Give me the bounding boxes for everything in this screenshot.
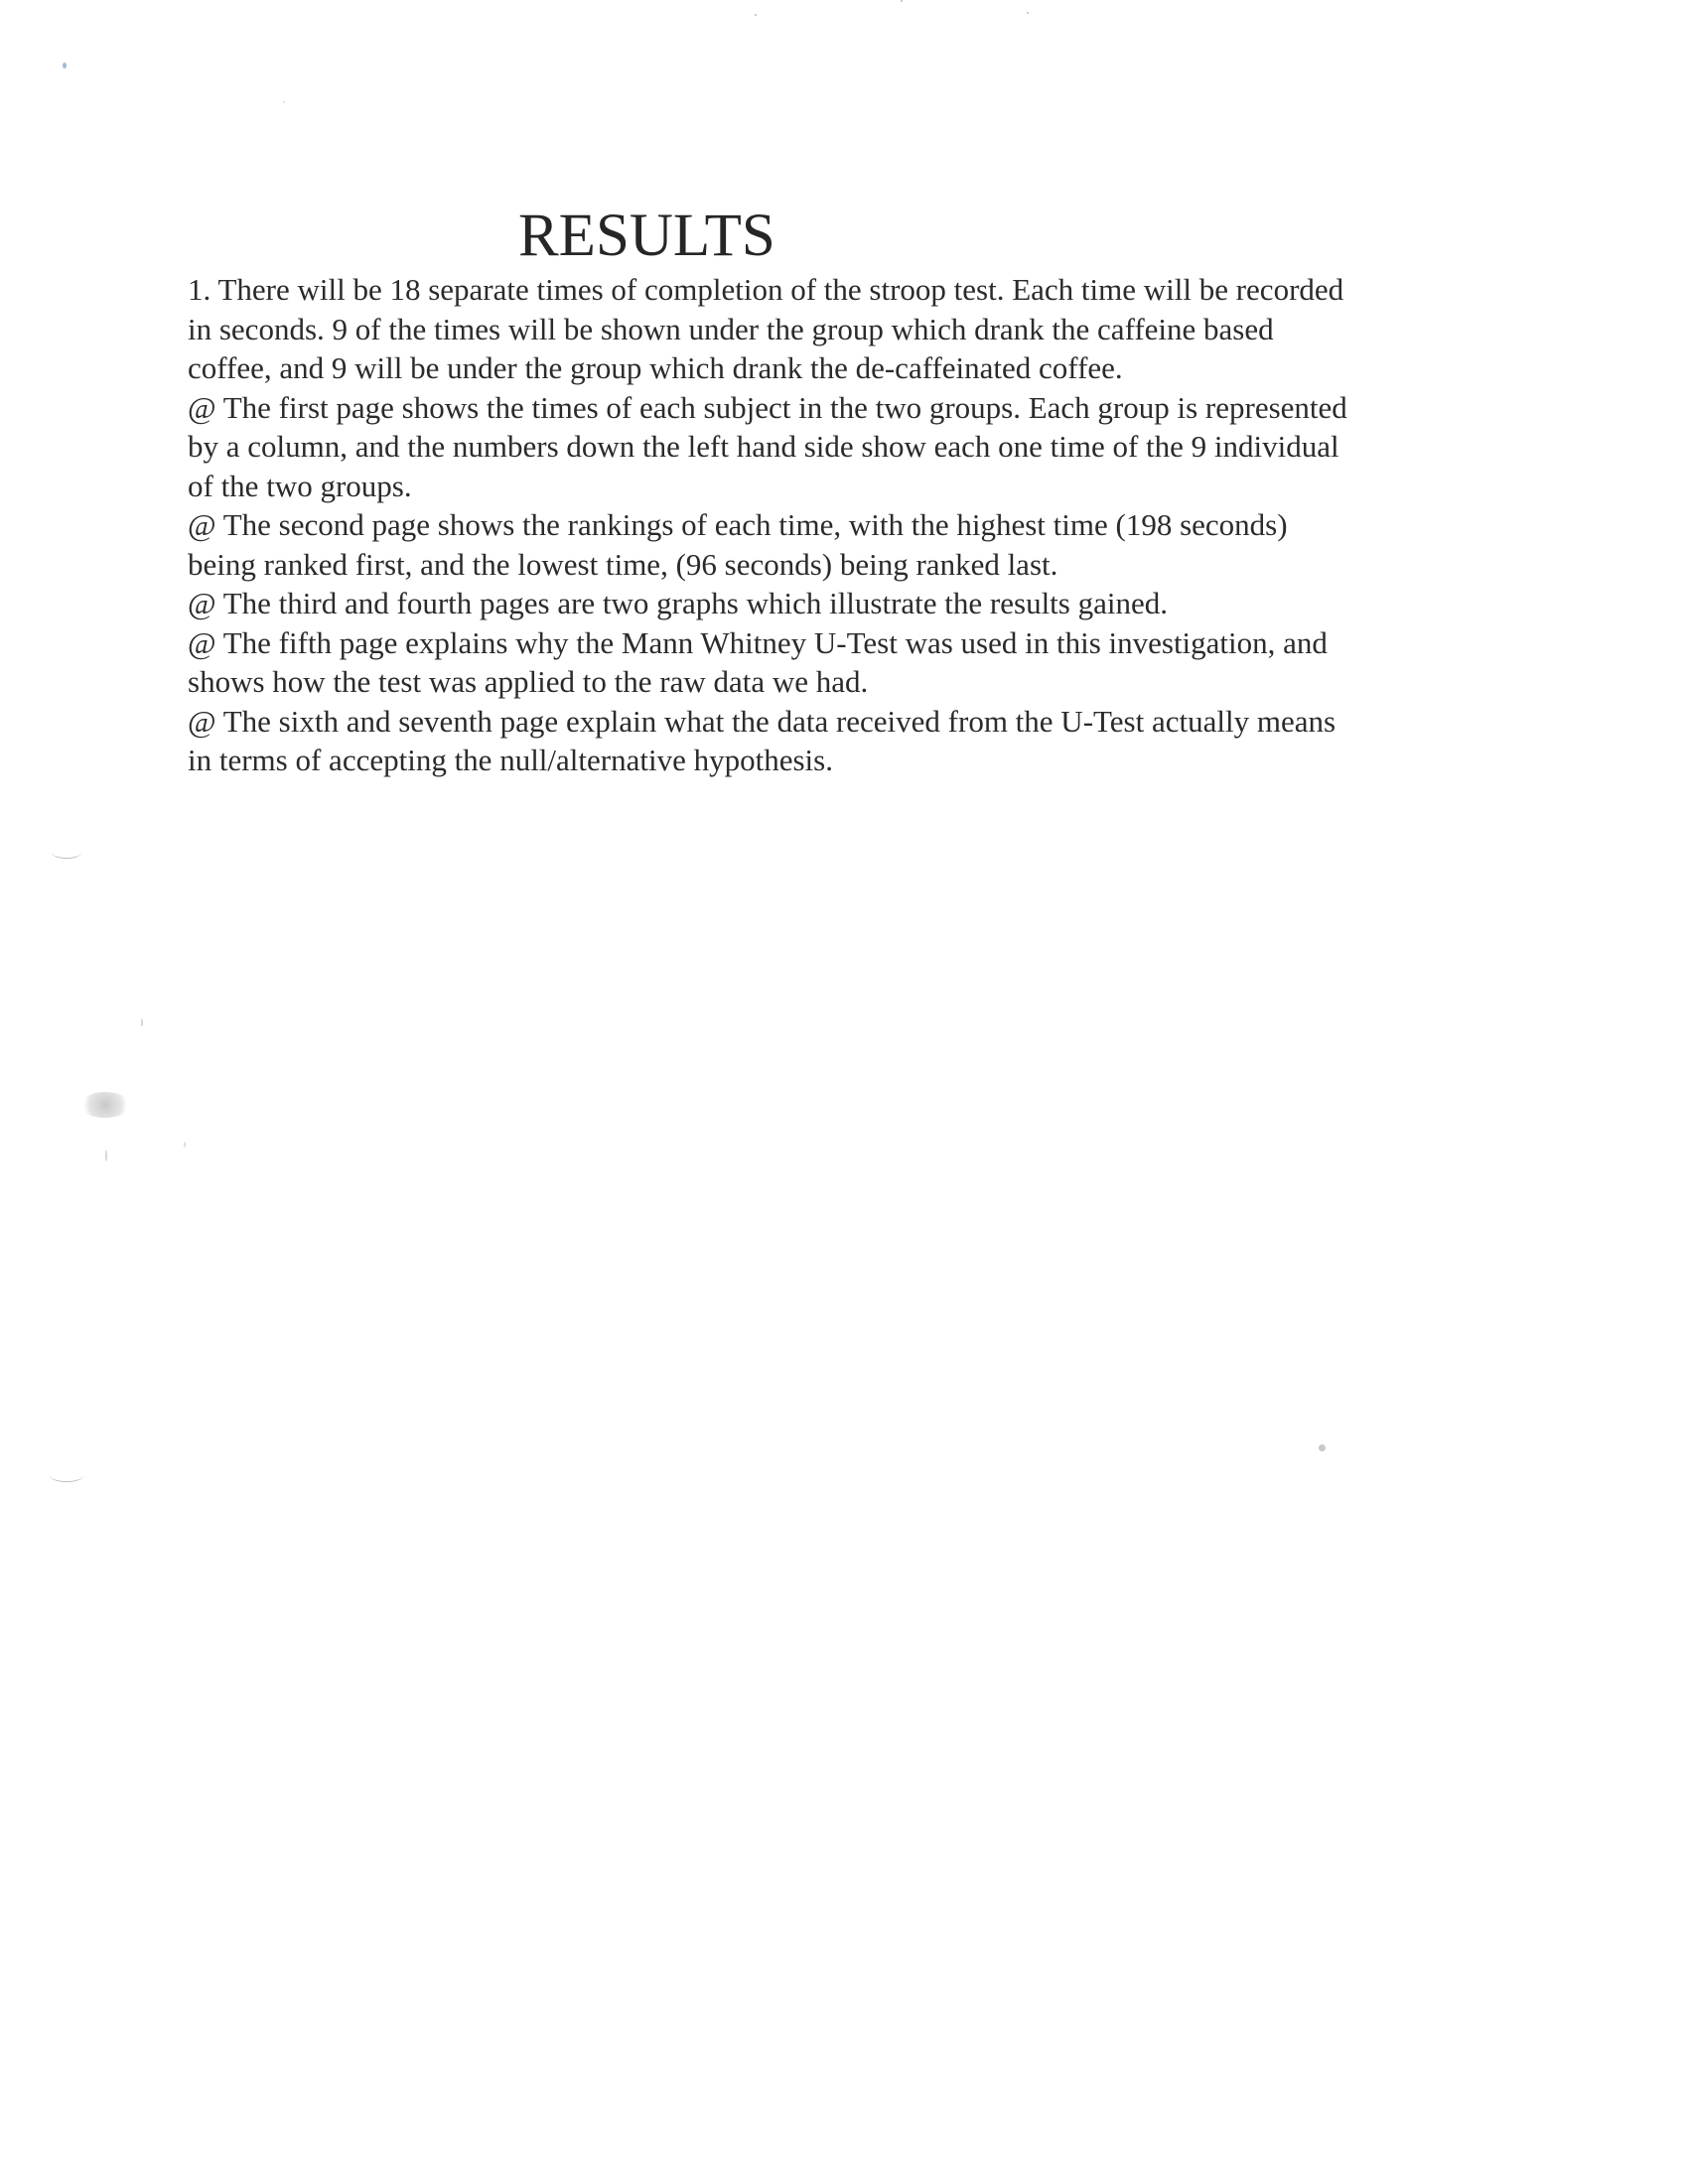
scan-mark xyxy=(50,1469,83,1482)
scan-speck xyxy=(63,63,67,68)
scan-mark xyxy=(52,846,81,859)
text-line: being ranked first, and the lowest time, (96 seconds) being ranked last. xyxy=(188,546,1058,582)
scan-speck xyxy=(184,1142,186,1148)
scan-speck xyxy=(105,1150,107,1161)
text-line: in seconds. 9 of the times will be shown under the group which drank the caffeine based xyxy=(188,311,1274,346)
text-line: @ The sixth and seventh page explain what the data received from the U-Test actually means xyxy=(188,703,1336,739)
text-line: shows how the test was applied to the raw data we had. xyxy=(188,664,869,699)
text-line: coffee, and 9 will be under the group which drank the de-caffeinated coffee. xyxy=(188,350,1123,385)
text-line: @ The third and fourth pages are two graphs which illustrate the results gained. xyxy=(188,586,1168,620)
text-line: 1. There will be 18 separate times of completion of the stroop test. Each time will be recorded xyxy=(188,272,1344,307)
scan-smudge xyxy=(79,1092,131,1118)
text-line: of the two groups. xyxy=(188,468,412,503)
text-line: in terms of accepting the null/alternative hypothesis. xyxy=(188,743,833,777)
scan-speck xyxy=(755,14,757,16)
scan-speck xyxy=(1319,1444,1326,1451)
text-line: @ The second page shows the rankings of each time, with the highest time (198 seconds) xyxy=(188,507,1288,542)
results-body xyxy=(188,270,1469,780)
scan-speck xyxy=(901,0,903,2)
text-line: @ The first page shows the times of each subject in the two groups. Each group is represented xyxy=(188,389,1347,425)
text-line: @ The fifth page explains why the Mann Whitney U-Test was used in this investigation, and xyxy=(188,624,1328,660)
text-line: by a column, and the numbers down the left hand side show each one time of the 9 individual xyxy=(188,429,1339,464)
scan-speck xyxy=(1027,12,1029,14)
page-title: RESULTS xyxy=(518,203,775,269)
scan-speck xyxy=(283,101,285,103)
scan-speck xyxy=(141,1019,143,1026)
